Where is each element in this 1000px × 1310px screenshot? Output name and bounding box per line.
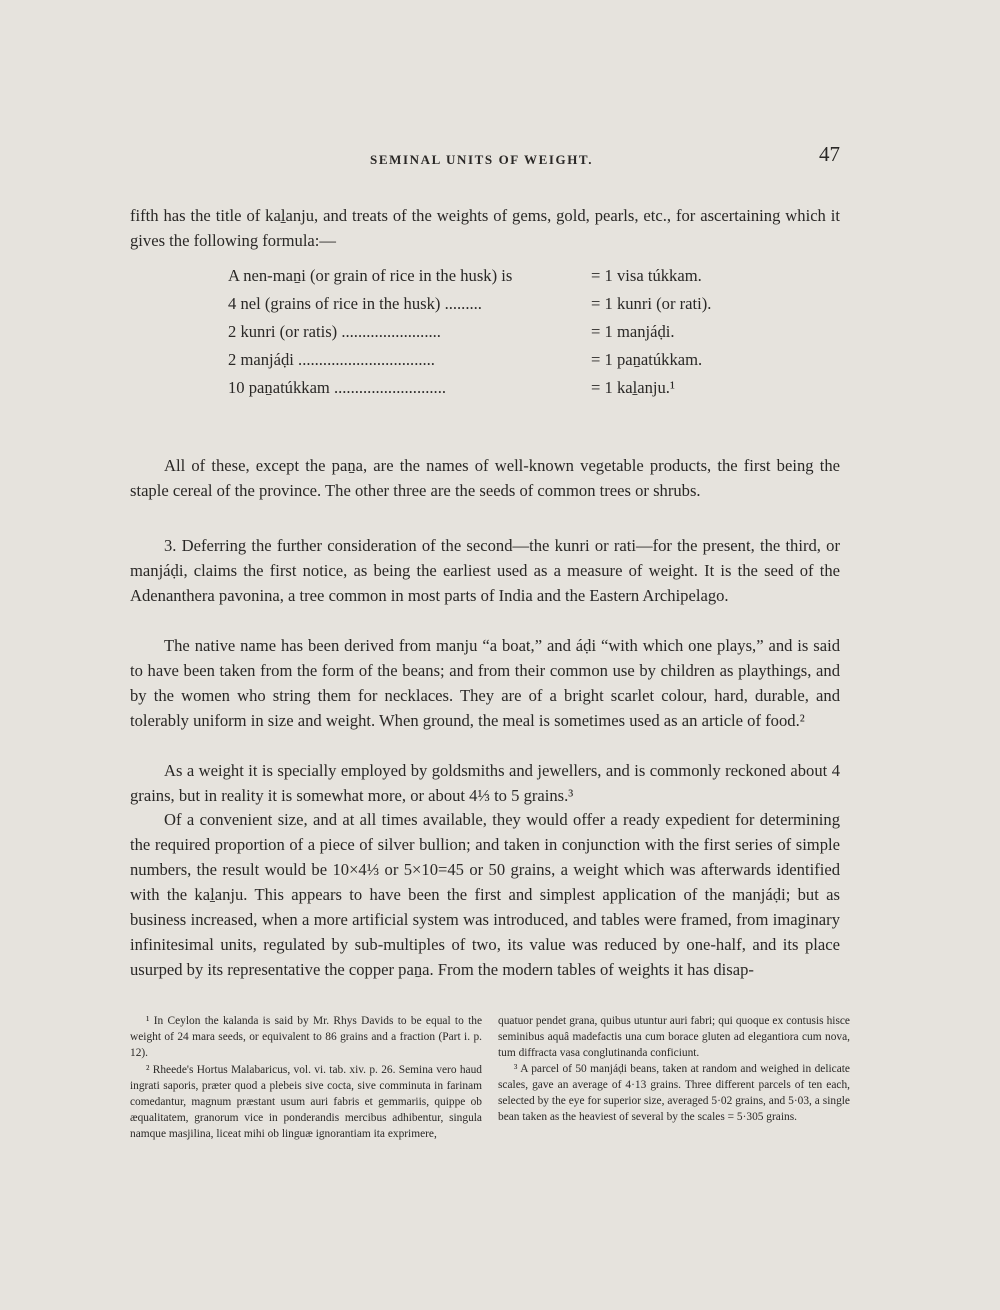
footnote-column-left: [130, 1013, 482, 1142]
weight-formula: [228, 262, 788, 402]
paragraph-intro: fifth has the title of kaḻanju, and treats of the weights of gems, gold, pearls, etc., for ascertaining which it gives the following formula:—: [130, 205, 840, 250]
formula-row: [228, 262, 788, 290]
formula-lhs: A nen-maṉi (or grain of rice in the husk) is: [228, 266, 513, 285]
footnote-2-continued: quatuor pendet grana, quibus utuntur auri fabri; qui quoque ex contusis hisce seminibus aquâ madefactis una cum borace gluten ad elegantiora cum nova, tum diffracta vasa conglutinanda conficiunt.: [498, 1015, 850, 1059]
formula-rhs: = 1 manjáḍi.: [591, 322, 675, 341]
footnotes: [130, 1013, 850, 1142]
paragraph-convenient-size: Of a convenient size, and at all times available, they would offer a ready expedient for determining the required proportion of a piece of silver bullion; and taken in conjunction with the first series of simple numbers, the result would be 10×4⅓ or 5×10=45 or 50 grains, a weight which was afterwards identified with the kaḻanju. This appears to have been the first and simplest application of the manjáḍi; but as business increased, when a more artificial system was introduced, and tables were framed, from imaginary infinitesimal units, regulated by sub-multiples of two, its value was reduced by one-half, and its place usurped by its representative the copper paṉa. From the modern tables of weights it has disap-: [130, 809, 840, 979]
formula-row: [228, 374, 788, 402]
paragraph-weight-use: As a weight it is specially employed by goldsmiths and jewellers, and is commonly reckoned about 4 grains, but in reality it is somewhat more, or about 4⅓ to 5 grains.³: [130, 760, 840, 805]
running-title: SEMINAL UNITS OF WEIGHT.: [370, 152, 594, 167]
formula-rhs: = 1 kaḻanju.¹: [591, 378, 675, 397]
formula-rhs: = 1 visa túkkam.: [591, 266, 702, 285]
page-header: [130, 142, 840, 176]
formula-lhs: 10 paṉatúkkam ...........................: [228, 378, 446, 397]
formula-row: [228, 318, 788, 346]
footnote-2: ² Rheede's Hortus Malabaricus, vol. vi. tab. xiv. p. 26. Semina vero haud ingrati saporis, præter quod a plebeis sive cocta, sive comminuta in farinam comedantur, magnum præstant usum auri fabris et gemmariis, quippe ob æqualitatem, granorum vice in ponderandis mercibus adhibentur, singula namque masjilina, liceat mihi ob linguæ ignorantiam ita exprimere,: [130, 1064, 482, 1140]
footnote-column-right: [498, 1013, 850, 1142]
footnote-1: ¹ In Ceylon the kalanda is said by Mr. Rhys Davids to be equal to the weight of 24 mara seeds, or equivalent to 86 grains and a fraction (Part i. p. 12).: [130, 1015, 482, 1059]
formula-row: [228, 346, 788, 374]
paragraph-section-3: 3. Deferring the further consideration of the second—the kunri or rati—for the present, the third, or manjáḍi, claims the first notice, as being the earliest used as a measure of weight. It is the seed of the Adenanthera pavonina, a tree common in most parts of India and the Eastern Archipelago.: [130, 535, 840, 605]
formula-lhs: 2 manjáḍi .................................: [228, 350, 435, 369]
formula-rhs: = 1 paṉatúkkam.: [591, 350, 703, 369]
footnote-3: ³ A parcel of 50 manjáḍi beans, taken at random and weighed in delicate scales, gave an average of 4·13 grains. Three different parcels of ten each, selected by the eye for superior size, averaged 5·02 grains, and 5·03, a single bean taken as the heaviest of several by the scales = 5·305 grains.: [498, 1063, 850, 1123]
formula-lhs: 2 kunri (or ratis) ........................: [228, 322, 441, 341]
page-number: 47: [819, 142, 840, 166]
paragraph-products: All of these, except the paṉa, are the names of well-known vegetable products, the first being the staple cereal of the province. The other three are the seeds of common trees or shrubs.: [130, 455, 840, 500]
formula-row: [228, 290, 788, 318]
formula-rhs: = 1 kunri (or rati).: [591, 294, 712, 313]
formula-lhs: 4 nel (grains of rice in the husk) .........: [228, 294, 482, 313]
paragraph-native-name: The native name has been derived from manju “a boat,” and áḍi “with which one plays,” and is said to have been taken from the form of the beans; and from their common use by children as playthings, and by the women who string them for necklaces. They are of a bright scarlet colour, hard, durable, and tolerably uniform in size and weight. When ground, the meal is sometimes used as an article of food.²: [130, 635, 840, 730]
